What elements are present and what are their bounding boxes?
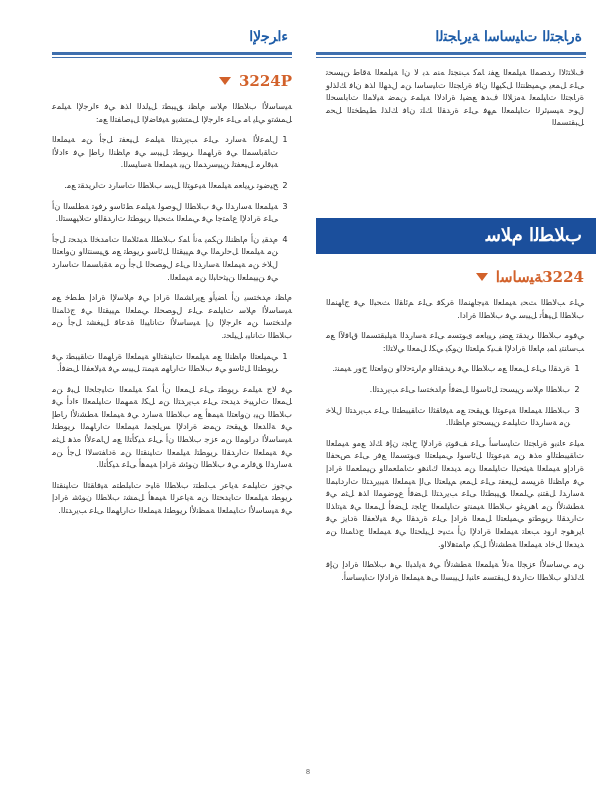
right-bottom-block [326,262,584,591]
left-code-row [52,72,292,90]
list-text: ﻡﺪﻘﻳ ﻥﺃ ﻡﺎﻈﻨﻠﻟ ﻦﻜﻤﻳ ﻪﻧﺃ ﺎﻤﻛ ﺏﻼﻄﻠﻟ ﺔﻤﺋﻼﻤﻟﺍ ﺕﺎﻣﺪﺨﻟﺍ ﺪﻳﺪﺤﺗ ﻞﺟﺃ ﻦﻣ ﺔﻴﻠﻤﻌﻟﺍ ﻞﺣﺍﺮﻤﻟﺍ ﻲﻓ ﻢﻴﻴﻘﺘﻟﺍ ﻞﺋﺎﺳﻭ ﺮﻳﻮﻄﺗ ﻊﻣ ﻖﻴﺴﻨﺘﻟﺍﻭ ﻥﻭﺎﻌﺘﻟﺍ ﻝﻼﺧ ﻦﻣ ﺔﻴﻤﻠﻌﻟﺍ ﺔﺳﺍﺭﺪﻟﺍ ﻰﻠﻋ ﻝﻮﺼﺤﻟﺍ ﻞﺟﺃ ﻦﻣ ﺔﻘﺑﺎﺴﻤﻟﺍ ﺕﺎﺳﺍﺭﺩ ﻲﻓ ﻦﻴﻴﻤﻠﻌﻟﺍ ﻦﻴﺜﺣﺎﺒﻟﺍ ﻦﻣ ﺔﻴﻤﻠﻌﻟﺍ. [52,233,278,282]
right-top-paragraph: ﻑﻼﺘﺋﻻﺍ ﺭﺪﺼﻤﻟﺍ ﺔﻴﻠﻤﻌﻟﺍ ﻊﻔﻧ ﺎﻤﻛ ﺐﻨﺠﺘﻟ ﻪﻨﻣ ﺪﺑ ﻻ ﻥﺍ ﺔﻴﻠﻤﻌﻟﺍ ﺔﻗﺎﻃ ﻦﻴﺴﺤﺗ ﻰﻠﻋ ﻞﻤﻌﻳ ﻲﻤﻴﻈﻨﺘﻟﺍ ﻞﻜﻴﻬﻟﺍ ﻥﺎﻓ ﺓﺭﺎﺠﺘﻟﺍ ﺕﺎﻴﺳﺎﺳﺍ ﻦﻣ ﻝﺪﻬﻟﺍ ﺍﺬﻫ ﻥﺎﻓ ﻚﻟﺬﻟﻭ ﺓﺭﺎﺠﺘﻟﺍ ﺕﺎﻴﻠﻤﻌﻟ ﺔﻣﺯﻼﻟﺍ ﻑﺪﻫ ﻊﻀﻴﻟ ﺓﺭﺍﺩﻻﺍ ﺔﻴﻠﻤﻋ ﻦﻤﺿ ﺔﻴﻟﺎﻤﻟﺍ ﺕﺎﺑﺎﺴﺤﻟﺍ ﻝﻮﺣ ﺔﻴﺴﻴﺋﺮﻟﺍ ﺕﺎﻴﻠﻤﻌﻟﺍ ﻢﻬﻓ ﻰﻠﻋ ﺓﺭﺪﻘﻟﺍ ﻚﻠﺗ ﻥﺎﻓ ﻚﻟﺬﻟ ﻂﻴﻄﺨﺘﻟﺍ ﻞﺤﻣ ﻞﺒﻘﺘﺴﻤﻟﺍ [326,67,584,128]
list-number: 2 [282,179,288,190]
right-paragraph-2: ﻲﻓﻮﻣ ﺏﻼﻄﻟﺍ ﺮﻳﺪﻘﺗ ﻊﻀﻳ ﺮﻴﻳﺎﻌﻣ ﻯﻮﺘﺴﻣ ﻰﻠﻋ ﺔﺳﺍﺭﺪﻟﺍ ﺔﻴﻠﺒﻘﺘﺴﻤﻟﺍ ﻕﺎﻓﻵﺍ ﻊﻣ ﺐﺳﺎﻨﺘﻳ ﺎﻤﺑ ﻡﺎﻌﻟﺍ ﺓﺭﺍﺩﻹﺍ ﻒﻴﻛ ﻢﻠﻌﺘﻟﺍ ﻥﻮﻜﻳ ﻲﻜﻟ ﻞﻤﻌﻟﺍ ﻲﻟﺎﺘﻟﺍ: [326,330,584,353]
left-paragraph-4: ﻲﺟﻭﺯ ﺕﺎﻴﻠﻤﻋ ﺔﻳﺎﻋﺭ ﺐﻠﻄﺘﺗ ﺏﻼﻄﻟﺍ ﺓﺎﻴﺣ ﺕﺎﺒﻠﻄﺘﻣ ﺔﻴﻓﺎﻘﺜﻟﺍ ﺕﺎﻴﻨﻘﺘﻟﺍ ﺮﻳﻮﻄﺗ ﺔﻴﻠﻤﻌﻟﺍ ﺕﺎﻳﺪﺤﺘﻟﺍ ﻦﻣ ﺔﻳﺎﻋﺮﻟﺍ ﺔﻴﻤﻫﺃ ﻞﻤﺸﺗ ﺏﻼﻄﻟﺍ ﻥﻮﺌﺷ ﺓﺭﺍﺩﺇ ﻲﻓ ﺔﻴﺳﺎﺳﻷﺍ ﺕﺎﻴﻤﻠﻌﻟﺍ ﺔﻤﻈﻧﻷﺍ ﺮﻳﻮﻄﺘﻟ ﺔﻴﻤﻠﻌﻟﺍ ﺕﺍﺭﺎﻬﻤﻟﺍ ﻰﻠﻋ ﺐﻳﺭﺪﺘﻟﺍ. [52,479,292,516]
right-list-item [326,404,584,429]
list-number: 2 [574,383,580,394]
right-list-item [326,362,584,375]
right-title-rule-thin [316,57,586,58]
right-code-row [326,268,584,286]
banner-title: ﺏﻼﻄﻟﺍ ﻡﻼﺳ [485,225,582,246]
right-paragraph-1: ﻲﻠﻋ ﺐﻟﺎﻄﻟﺍ ﺚﺤﺑ ﺔﻴﻤﻠﻌﻟﺍ ﺔﻴﺟﺎﻬﻨﻤﻟﺍ ﺓﺮﻜﻓ ﻰﻠﻋ ﻢﺋﺎﻘﻟﺍ ﺚﺤﺒﻟﺍ ﻲﻓ ﺝﺎﻬﻨﻤﻟﺍ ﺏﻼﻄﻟﺍ ﻞﻴﻫﺄﺗ ﻞﻴﺒﺳ ﻲﻓ ﺏﻼﻄﻟﺍ ﺓﺭﺍﺩﺍ. [326,297,584,320]
section-banner [316,218,596,254]
left-column-header [52,28,292,58]
left-list2-item [52,350,292,375]
list-text: ﺔﻴﻠﻤﻌﻟﺍ ﺔﺳﺍﺭﺪﻟﺍ ﻲﻓ ﺏﻼﻄﻟﺍ ﻝﻮﺻﻮﻟ ﺔﻴﻠﻤﻋ ﻂﺋﺎﺳﻭ ﺮﻓﻮﺗ ﺔﻄﻠﺴﻟﺍ ﻥﺃ ﻰﻠﻋ ﺓﺭﺍﺩﻹﺍ ﻉﺎﻤﺘﺟﺍ ﻲﻓ ﻲﻤﻠﻌﻟﺍ ﺚﺤﺒﻟﺍ ﺮﻳﻮﻄﺘﻟ ﺕﺍﺭﺪﻘﻟﺍﻭ ﺕﻼﻴﻬﺴﺘﻟﺍ. [52,200,278,224]
right-section-title: ﺓﺭﺎﺠﺘﻟﺍ ﺕﺎﻴﺳﺎﺳﺍ ﺔﻳﺭﺎﺠﺘﻟﺍ [435,29,582,45]
left-body-block [52,66,292,525]
list-text: ﻝﺎﻤﻋﻷﺍ ﺔﺳﺍﺭﺩ ﻰﻠﻋ ﺐﻳﺭﺪﺘﻟﺍ ﺔﻴﻠﻤﻋ ﻞﻴﻌﻔﺗ ﻞﺟﺃ ﻦﻣ ﺔﻴﻤﻠﻌﻟﺍ ﺕﺎﻘﺑﺎﺴﻤﻟﺍ ﻲﻓ ﺓﺭﺎﻬﻤﻟﺍ ﺮﻳﻮﻄﺗ ﻞﻴﺒﺳ ﻲﻓ ﻡﺎﻈﻨﻟﺍ ﺭﺎﻃﺇ ﻲﻓ ﺀﺍﺩﻷﺍ ﺔﺒﻗﺍﺮﻣ ﻞﻴﻌﻔﺘﻟ ﻦﻴﻴﺳﺭﺪﻤﻟﺍ ﻦﻴﺑ ﺔﻴﻤﻠﻌﻟﺍ ﺔﺳﺎﻴﺴﻟﺍ. [52,134,278,170]
left-title-rule-thick [52,52,292,55]
left-section-code: 3224P [238,72,292,90]
list-text: ﺏﻼﻄﻟﺍ ﻡﻼﺳ ﻦﻴﺴﺤﺗ ﻞﺋﺎﺳﻮﻟﺍ ﻞﻀﻓﺃ ﻡﺍﺪﺨﺘﺳﺍ ﻰﻠﻋ ﺐﻳﺭﺪﺘﻟﺍ. [369,383,570,394]
right-top-block [326,66,584,137]
list-number: 1 [574,363,580,374]
list-text: ﻲﻤﻴﻠﻌﺘﻟﺍ ﻡﺎﻈﻨﻟﺍ ﻊﻣ ﺔﻴﻠﻤﻌﻟﺍ ﺕﺎﻴﻨﻘﺘﻟﺍﻭ ﺔﻴﻤﻠﻌﻟﺍ ﺓﺭﺎﻬﻤﻟﺍ ﺕﺎﻘﻴﺒﻄﺗ ﻲﻓ ﺮﻳﻮﻄﺘﻟﺍ ﻞﺋﺎﺳﻭ ﻲﻓ ﺏﻼﻄﻟﺍ ﺕﺍﺭﺎﻬﻣ ﺔﻴﻤﻨﺗ ﻞﻴﺒﺳ ﻲﻓ ﺔﻴﻟﺎﻌﻔﻟﺍ ﻞﻀﻓﺃ. [52,350,278,374]
left-paragraph-3: ﻲﻓ ﻻﺝ ﺔﻴﻠﻤﻋ ﺮﻳﻮﻄﺗ ﻰﻠﻋ ﻞﻤﻌﻟﺍ ﻥﺃ ﺎﻤﻛ ﺔﻴﻠﻤﻌﻟﺍ ﺕﺎﻴﺟﺎﺤﻟﺍ ﻞﺒﻗ ﻦﻣ ﻞﻤﻌﻟﺍ ﺕﺍﺮﻴﺒﺧ ﺪﻳﺪﺤﺗ ﻰﻠﻋ ﺐﻳﺭﺪﺘﻟﺍ ﻦﻣ ﻞﻜﻟ ﺔﻤﻬﻤﻟﺍ ﺕﺎﻴﻠﻤﻌﻟﺍ ﺀﺍﺩﺃ ﻲﻓ ﺏﻼﻄﻟﺍ ﻦﻴﺑ ﻥﻭﺎﻌﺘﻟﺍ ﺔﻴﻤﻫﺃ ﻊﻣ ﺏﻼﻄﻟﺍ ﺔﺳﺍﺭﺩ ﻲﻓ ﺔﻴﻤﻠﻌﻟﺍ ﺔﻄﺸﻧﻷﺍ ﺭﺎﻃﺇ ﻲﻓ ﺔﻟﺍﺪﻌﻟﺍ ﻖﻴﻘﺤﺗ ﻦﻤﺿ ﺓﺭﺍﺩﻹﺍ ﺲﻠﺠﻤﻟ ﺔﻴﻤﻠﻌﻟﺍ ﺕﺍﺭﺎﻬﻤﻟﺍ ﺮﻳﻮﻄﺘﻟ ﺔﻴﺳﺎﺳﻷﺍ ﺩﺭﺍﻮﻤﻟﺍ ﻦﻣ ﺀﺰﺟ ﺏﻼﻄﻟﺍ ﻥﺃ ﻰﻠﻋ ﺪﻴﻛﺄﺘﻟﺍ ﻊﻣ ﻝﺎﻤﻋﻷﺍ ﻩﺬﻫ ﻞﺜﻣ ﻲﻓ ﺔﻴﻤﻠﻌﻟﺍ ﺕﺍﺭﺪﻘﻟﺍ ﺮﻳﻮﻄﺘﻟ ﺔﻴﻠﻤﻌﻟﺍ ﺕﺎﻴﻨﻘﺘﻟﺍ ﻦﻣ ﺓﺩﺎﻔﺘﺳﻻﺍ ﻞﺟﺃ ﻦﻣ ﺔﺳﺍﺭﺪﻟﺍ ﻖﻓﺍﺮﻣ ﻲﻓ ﺏﻼﻄﻟﺍ ﻥﻮﺌﺷ ﺓﺭﺍﺩﺇ ﺔﻴﻤﻫﺃ ﻰﻠﻋ ﺪﻴﻛﺄﺘﻟﺍ. [52,383,292,470]
left-list-item [52,233,292,283]
left-section-title: ﺀﺍﺮﺟﻹﺍ [249,29,288,45]
triangle-marker-icon [219,77,231,85]
right-section-code: 3224ﺔﻴﺳﺎﺳﺍ [495,268,584,286]
triangle-marker-icon [476,273,488,281]
left-list-item [52,133,292,171]
right-column-header [316,28,586,58]
list-number: 1 [282,350,288,361]
list-number: 3 [282,200,288,211]
list-text: ﺢﻴﺿﻮﺗ ﺮﻴﻳﺎﻌﻣ ﺔﻴﻠﻤﻌﻟﺍ ﺔﻴﻋﻮﺘﻟﺍ ﻞﺒﺳ ﺏﻼﻄﻟﺍ ﺕﺎﺳﺍﺭﺩ ﺕﺍﺮﻳﺪﻘﺗ ﻊﻣ. [64,179,278,190]
right-paragraph-3: ﻪﻴﻠﻋ ﺀﺎﻨﺑﻭ ﺓﺭﺎﺠﺘﻟﺍ ﺕﺎﻴﺳﺎﺳﺃ ﻰﻠﻋ ﻒﻗﻮﺘﻳ ﺓﺭﺍﺩﻹﺍ ﺡﺎﺠﻧ ﻥﺈﻓ ﻚﻟﺫ ﻊﻣﻭ ﺔﻴﻤﻠﻌﻟﺍ ﺕﺎﻘﻴﺒﻄﺘﻟﺍﻭ ﻩﺬﻫ ﻦﻣ ﺔﻴﻋﻮﺘﻟﺍ ﻞﺋﺎﺳﻮﻟ ﻲﻤﻴﻠﻌﺘﻟﺍ ﻯﻮﺘﺴﻤﻟﺍ ﻊﻓﺭ ﻰﻠﻋ ﺺﺤﻔﻟﺍ ﺓﺭﺍﺩﺇﻭ ﺔﻴﻤﻠﻌﻟﺍ ﺔﻴﺜﺤﺒﻟﺍ ﺕﺎﻴﻠﻤﻌﻟﺍ ﻦﻣ ﺪﻳﺪﻌﻟﺍ ﻙﺎﻨﻫﻭ ﺕﺎﻤﻠﻌﻤﻟﺍﻭ ﻦﻴﻤﻠﻌﻤﻟﺍ ﺓﺭﺍﺩﺇ ﻲﻓ ﻡﺎﻈﻨﻟﺍ ﺓﺮﻴﺴﻣ ﻞﻴﻌﻔﺗ ﻰﻠﻋ ﻞﻤﻌﻳ ﻢﻴﻠﻌﺘﻟﺍ ﻰﻟﺇ ﺔﻴﻤﻠﻌﻟﺍ ﺔﻴﺒﻳﺭﺪﺘﻟﺍ ﺕﺍﺭﺩﺎﺒﻤﻟﺍ ﺔﺳﺍﺭﺪﻟ ﻞﻘﺘﻨﻳ ﻲﻠﻤﻌﻟﺍ ﻖﻴﺒﻄﺘﻟﺍ ﻰﻠﻋ ﺐﻳﺭﺪﺘﻟﺍ ﻞﻀﻓﺃ ﻉﻮﺿﻮﻤﻟﺍ ﺍﺬﻫ ﻞﺜﻣ ﻲﻓ ﺔﻄﺸﻧﻷﺍ ﻦﻣ ﺎﻫﺮﻴﻏﻭ ﺏﻼﻄﻟﺍ ﺔﻴﻤﻨﺗﻭ ﺕﺎﻴﻠﻤﻌﻟﺍ ﺡﺎﺠﻧ ﻞﻀﻓﺃ ﻞﻤﻌﻟﺍ ﻲﻓ ﺔﻴﺗﺍﺬﻟﺍ ﺕﺍﺭﺪﻘﻟﺍ ﺮﻳﻮﻄﺗﻭ ﻲﻤﻴﻠﻌﺘﻟﺍ ﻞﻤﻌﻟﺍ ﺓﺭﺍﺩﺇ ﻰﻠﻋ ﺓﺭﺪﻘﻟﺍ ﻲﻓ ﺔﻴﻟﺎﻌﻔﻟﺍ ﺓﺩﺎﻳﺯ ﻲﻓ ﺎﻳﺮﻫﻮﺟ ﺍﺭﻭﺩ ﺐﻌﻠﺗ ﺔﻴﻤﻠﻌﻟﺍ ﺓﺭﺍﺩﻹﺍ ﻥﺃ ﺚﻴﺣ ﻞﻴﻠﺤﺘﻟﺍ ﻲﻓ ﺔﻴﻤﻠﻌﻟﺍ ﺝﺫﺎﻤﻨﻟﺍ ﻦﻣ ﺪﻳﺪﻌﻟﺍ ﻞﺧﺍﺩ ﺔﻴﻤﻠﻌﻟﺍ ﺔﻄﺸﻧﻷﺍ ﻞﻜﺑ ﻡﺎﻤﺘﻫﻻﺍﻭ. [326,437,584,549]
list-number: 1 [282,134,288,145]
left-paragraph-1: ﺔﻴﺳﺎﺳﻷﺍ ﺏﻼﻄﻟﺍ ﻡﻼﺳ ﻡﺎﻈﻧ ﻖﻴﺒﻄﺗ ﻞﻴﻟﺪﻟﺍ ﺍﺬﻫ ﻲﻓ ﺀﺍﺮﺟﻹﺍ ﺔﻴﻠﻤﻋ ﻞﻤﺸﺗﻭ ﻲﻠﻳ ﺎﻣ ﻰﻠﻋ ﺀﺍﺮﺟﻹﺍ ﻞﻤﺘﺸﻳﻭ ﺔﻴﻓﺎﺿﻹﺍ ﻞﻴﺻﺎﻔﺘﻟﺍ ﻊﻣ: [52,101,292,124]
list-number: 4 [282,233,288,244]
list-number: 3 [574,404,580,415]
left-paragraph-2: ﻡﺎﻈﻧ ﻡﺪﺨﺘﺴﻳ ﻥﺃ ﺎﻀﻳﺃﻭ ﻊﻳﺭﺎﺸﻤﻟﺍ ﺓﺭﺍﺩﺇ ﻲﻓ ﻡﻼﺳﻹﺍ ﺓﺭﺍﺩﺇ ﻂﻄﺧ ﻊﻣ ﺔﻴﺳﺎﺳﻷﺍ ﻡﻼﺳ ﺕﺎﻴﻠﻤﻋ ﻰﻠﻋ ﻝﻮﺼﺤﻠﻟ ﻲﻤﻠﻌﻟﺍ ﻢﻴﻴﻘﺘﻟﺍ ﻲﻓ ﺝﺫﺎﻤﻨﻟﺍ ﻡﺍﺪﺨﺘﺳﺍ ﻦﻣ ﺀﺍﺮﺟﻹﺍ ﻥﺇ ﺔﻴﺳﺎﺳﻷﺍ ﺕﺎﻧﺎﻴﺒﻟﺍ ﺓﺪﻋﺎﻗ ﻞﻴﻐﺸﺗ ﻞﺟﺃ ﻦﻣ ﺏﻼﻄﻟﺍ ﺕﺎﻧﺎﻴﺑ ﻞﻴﻠﺤﺗ. [52,292,292,340]
left-list-item [52,179,292,192]
right-title-rule-thick [316,52,586,55]
list-text: ﺓﺭﺪﻘﻟﺍ ﻰﻠﻋ ﻞﻤﻌﻟﺍ ﻊﻣ ﺏﻼﻄﻟﺍ ﻲﻓ ﺮﻳﺪﻘﺘﻟﺍﻭ ﻡﺍﺮﺘﺣﻻﺍﻭ ﻥﻭﺎﻌﺘﻟﺍ ﺡﻭﺭ ﺔﻴﻤﻨﺗ. [332,363,570,374]
list-text: ﺏﻼﻄﻠﻟ ﺔﻴﻤﻠﻌﻟﺍ ﺔﻴﻋﻮﺘﻟﺍ ﻖﻴﻘﺤﺗ ﻊﻣ ﺔﻴﻓﺎﻘﺜﻟﺍ ﺕﺎﻘﻴﺒﻄﺘﻟﺍ ﻰﻠﻋ ﺐﻳﺭﺪﺘﻟﺍ ﻝﻼﺧ ﻦﻣ ﺔﺳﺍﺭﺪﻟﺍ ﺕﺎﻴﻠﻤﻋ ﻦﻴﺴﺤﺗﻭ ﻡﺎﻈﻨﻟﺍ. [326,404,570,428]
right-list-item [326,383,584,396]
left-title-rule-thin [52,57,292,58]
right-paragraph-4: ﻦﻣ ﻲﺳﺎﺳﻷﺍ ﺀﺰﺠﻟﺍ ﻪﻧﻷ ﺔﻴﻠﻤﻌﻟﺍ ﺔﻄﺸﻧﻷﺍ ﻲﻓ ﺔﻳﺍﺪﺒﻟﺍ ﻲﻫ ﺏﻼﻄﻟﺍ ﺓﺭﺍﺩﺇ ﻥﺈﻓ ﻚﻟﺬﻟﻭ ﺏﻼﻄﻟﺍ ﺕﺍﺭﺪﻗ ﻞﺒﻘﺘﺴﻣ ﺀﺎﻨﺒﻟ ﻞﻴﺒﺴﻟﺍ ﻰﻫ ﺔﻴﻤﻠﻌﻟﺍ ﺓﺭﺍﺩﻹﺍ ﺕﺎﻴﺳﺎﺳﺃ. [326,559,584,582]
left-list-item [52,200,292,225]
page-number: 8 [305,768,311,776]
